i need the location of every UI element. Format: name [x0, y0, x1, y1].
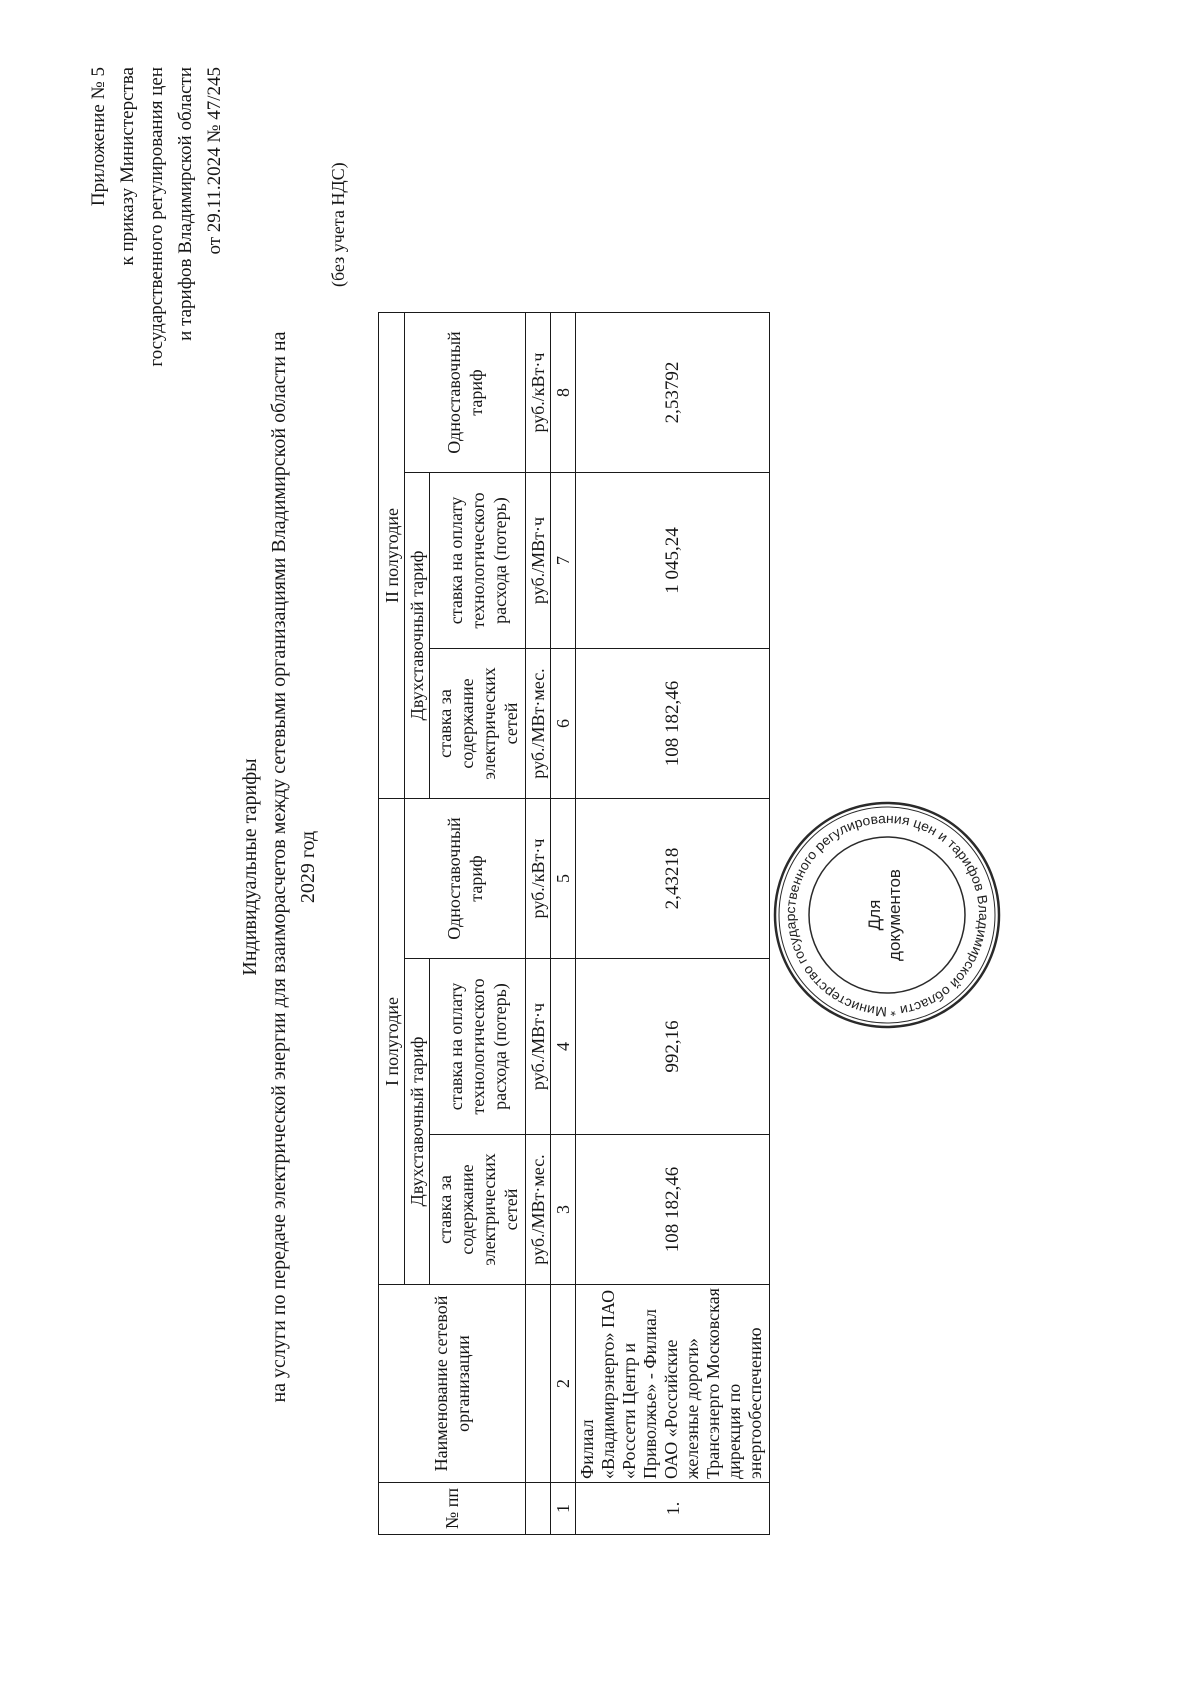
- header-num: № пп: [379, 1483, 526, 1535]
- row-h1-single-rate: 2,43218: [576, 799, 770, 959]
- header-half1: I полугодие: [379, 799, 405, 1285]
- column-index: 3: [551, 1135, 576, 1285]
- stamp-center-text: [865, 798, 905, 1032]
- row-h2-maint-rate: 108 182,46: [576, 649, 770, 799]
- appendix-line: и тарифов Владимирской области: [175, 67, 196, 341]
- column-index: 8: [551, 313, 576, 473]
- row-num: 1.: [576, 1483, 770, 1535]
- title-line: 2029 год: [297, 830, 319, 904]
- header-two-rate-h1: Двухставочный тариф: [405, 959, 430, 1285]
- unit-cell: руб./кВт·ч: [526, 313, 551, 473]
- header-maint-rate-h2: ставка за содержание электрических сетей: [430, 649, 526, 799]
- appendix-line: государственного регулирования цен: [146, 67, 167, 367]
- header-single-rate-h2: Одноставочный тариф: [405, 313, 526, 473]
- column-index: 1: [551, 1483, 576, 1535]
- row-h1-maint-rate: 108 182,46: [576, 1135, 770, 1285]
- stamp-center-line: документов: [885, 869, 904, 961]
- header-org-name: Наименование сетевой организации: [379, 1285, 526, 1483]
- row-h1-loss-rate: 992,16: [576, 959, 770, 1135]
- header-loss-rate-h2: ставка на оплату технологического расхода (потерь): [430, 473, 526, 649]
- row-org-name: Филиал «Владимирэнерго» ПАО «Россети Центр и Приволжье» - Филиал ОАО «Российские железные дороги» Трансэнерго Московская дирекция по энергообеспечению: [576, 1285, 770, 1483]
- appendix-header: [84, 67, 229, 367]
- stamp-ring-text: Министерство государственного регулирования цен и тарифов Владимирской области *: [782, 810, 992, 1020]
- unit-cell: руб./кВт·ч: [526, 799, 551, 959]
- row-h2-loss-rate: 1 045,24: [576, 473, 770, 649]
- unit-cell: руб./МВт·мес.: [526, 1135, 551, 1285]
- tariff-table: [378, 312, 770, 1535]
- appendix-line: к приказу Министерства: [117, 67, 138, 266]
- unit-blank: [526, 1285, 551, 1483]
- column-index: 6: [551, 649, 576, 799]
- vat-note: (без учета НДС): [328, 162, 348, 287]
- unit-blank: [526, 1483, 551, 1535]
- unit-cell: руб./МВт·ч: [526, 959, 551, 1135]
- title-line: Индивидуальные тарифы: [239, 758, 261, 976]
- column-index: 7: [551, 473, 576, 649]
- appendix-line: Приложение № 5: [88, 67, 109, 207]
- header-maint-rate-h1: ставка за содержание электрических сетей: [430, 1135, 526, 1285]
- header-single-rate-h1: Одноставочный тариф: [405, 799, 526, 959]
- row-h2-single-rate: 2,53792: [576, 313, 770, 473]
- stamp-center-line: Для: [865, 899, 884, 931]
- unit-cell: руб./МВт·мес.: [526, 649, 551, 799]
- header-two-rate-h2: Двухставочный тариф: [405, 473, 430, 799]
- official-stamp: [770, 798, 1004, 1032]
- appendix-line: от 29.11.2024 № 47/245: [204, 67, 225, 255]
- column-index: 5: [551, 799, 576, 959]
- header-loss-rate-h1: ставка на оплату технологического расхода (потерь): [430, 959, 526, 1135]
- column-index: 4: [551, 959, 576, 1135]
- header-half2: II полугодие: [379, 313, 405, 799]
- title-line: на услуги по передаче электрической энергии для взаиморасчетов между сетевыми организациями Владимирской области на: [268, 331, 290, 1403]
- unit-cell: руб./МВт·ч: [526, 473, 551, 649]
- table-row: [576, 313, 770, 1535]
- document-title: [236, 187, 323, 1547]
- column-index: 2: [551, 1285, 576, 1483]
